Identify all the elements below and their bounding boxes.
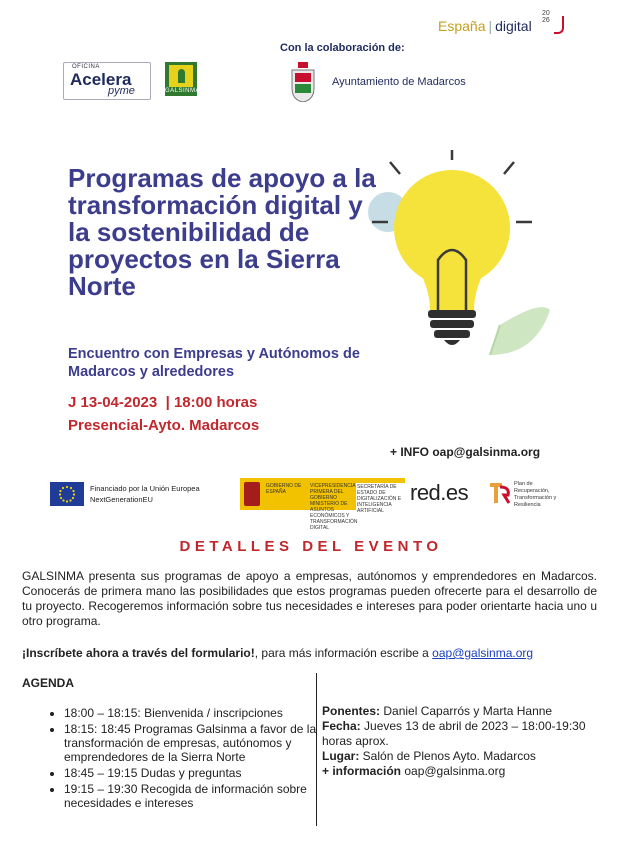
hero-info: + INFO oap@galsinma.org [390,445,541,459]
redes-logo: red.es [410,480,469,505]
hero-place: Presencial-Ayto. Madarcos [68,417,260,434]
gobierno-espana-logo [240,478,405,531]
lugar-row [322,749,592,764]
acelera-sub: pyme [108,85,135,97]
signup-line [22,646,533,660]
acelera-main: Acelera [70,70,132,89]
agenda-item: • 19:15 – 19:30 Recogida de información sobre necesidades e intereses [64,782,322,810]
galsinma-emblem-icon [169,65,193,87]
collaboration-label: Con la colaboración de: [280,42,405,54]
madarcos-crest-icon [290,62,316,102]
espana-digital-logo: España | digital 20 26 [438,18,532,34]
hero-time: | 18:00 horas [165,394,258,411]
agenda-list [44,706,322,812]
fecha-row [322,719,592,749]
signup-email-link[interactable]: oap@galsinma.org [432,646,534,660]
column-divider [316,673,317,826]
year-mark [542,10,550,24]
hero-date-time [68,394,257,411]
ponentes-label: Ponentes: [322,704,381,718]
ayuntamiento-label: Ayuntamiento de Madarcos [332,76,466,88]
prtr-text: Plan de Recuperación, Transformación y Resiliencia [514,481,557,508]
eu-line2: NextGenerationEU [90,495,153,504]
hero-subtitle: Encuentro con Empresas y Autónomos de Madarcos y alrededores [68,346,360,380]
event-info [322,704,592,779]
lugar-label: Lugar: [322,749,360,763]
prtr-logo-icon [488,480,512,506]
fecha-label: Fecha: [322,719,361,733]
mas-info-label: + información [322,764,402,778]
gob-text-b: VICEPRESIDENCIA PRIMERA DEL GOBIERNO MINISTERIO DE ASUNTOS ECONÓMICOS Y TRANSFORMACIÓN DIGITAL [310,483,358,531]
galsinma-logo [165,62,201,96]
ponentes-row [322,704,592,719]
digital-word: digital [495,18,532,34]
hero-title: Programas de apoyo a la transformación digital y la sostenibilidad de proyectos en la Sierra Norte [68,163,376,301]
ponentes-value: Daniel Caparrós y Marta Hanne [380,704,553,718]
fecha-value: Jueves 13 de abril de 2023 – 18:00-19:30 horas aprox. [322,719,586,748]
gob-text-a: GOBIERNO DE ESPAÑA [266,483,302,495]
acelera-pyme-logo [63,62,151,100]
eu-funding-text [90,483,200,505]
mas-info-value: oap@galsinma.org [401,764,506,778]
agenda-heading: AGENDA [22,676,75,690]
hero-date: J 13-04-2023 [68,394,158,411]
year-bottom: 26 [542,17,550,24]
intro-paragraph: GALSINMA presenta sus programas de apoyo a empresas, autónomos y emprendedores en Madarcos. Conocerás de primera mano las posibilidades que estos programas pueden ofrecerte para el desarrollo de tu proyecto. Recogeremos información sobre tus necesidades e intereses para poder orientarte hacia uno u otro programa. [22,569,597,628]
galsinma-label: GALSINMA [165,88,201,94]
signup-rest: , para más información escribe a [254,646,433,660]
mas-info-row [322,764,592,779]
details-title: DETALLES DEL EVENTO [179,538,443,555]
eu-flag-icon [50,482,84,506]
agenda-item: • 18:00 – 18:15: Bienvenida / inscripciones [64,706,322,720]
year-top: 20 [542,10,550,17]
spain-shield-icon [244,482,260,506]
espana-word: España [438,18,486,34]
arrow-mark-icon [554,16,564,34]
agenda-item: • 18:45 – 19:15 Dudas y preguntas [64,766,322,780]
gob-text-c: SECRETARÍA DE ESTADO DE DIGITALIZACIÓN E INTELIGENCIA ARTIFICIAL [356,483,406,515]
signup-bold: ¡Inscríbete ahora a través del formulario! [22,646,255,660]
eu-line1: Financiado por la Unión Europea [90,484,200,493]
lugar-value: Salón de Plenos Ayto. Madarcos [359,749,536,763]
acelera-top: OFICINA [72,64,100,70]
agenda-item: • 18:15: 18:45 Programas Galsinma a favor de la transformación de empresas, autónomos y emprendedores de la Sierra Norte [64,722,322,764]
